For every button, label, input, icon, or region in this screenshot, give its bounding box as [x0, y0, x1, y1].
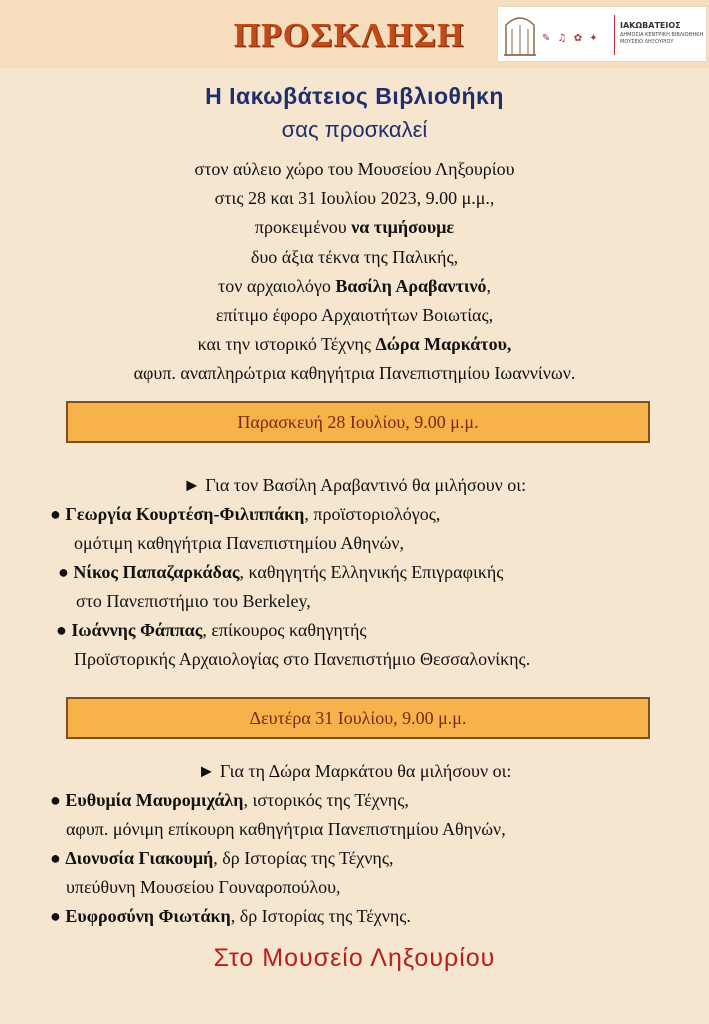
- logo-divider: [614, 15, 615, 55]
- invites-text: σας προσκαλεί: [281, 117, 428, 142]
- speaker-name: Διονυσία Γιακουμή: [65, 848, 214, 868]
- speaker-name: Ευθυμία Μαυρομιχάλη: [65, 790, 244, 810]
- speaker-name: Νίκος Παπαζαρκάδας: [73, 562, 240, 582]
- speaker-role: , επίκουρος καθηγητής: [202, 620, 367, 640]
- speaker-role-line: ομότιμη καθηγήτρια Πανεπιστημίου Αθηνών,: [74, 533, 405, 553]
- intro-line: δυο άξια τέκνα της Παλικής,: [250, 246, 459, 267]
- speaker-role-line: Προϊστορικής Αρχαιολογίας στο Πανεπιστήμιο Θεσσαλονίκης.: [74, 649, 531, 669]
- speaker-role: , καθηγητής Ελληνικής Επιγραφικής: [239, 562, 504, 582]
- library-name: Η Ιακωβάτειος Βιβλιοθήκη: [205, 83, 504, 109]
- intro-line: στις 28 και 31 Ιουλίου 2023, 9.00 μ.μ.,: [214, 188, 495, 209]
- day1-lead: ► Για τον Βασίλη Αραβαντινό θα μιλήσουν οι:: [182, 475, 527, 495]
- speaker-line: [50, 902, 709, 931]
- day1-speakers: [0, 471, 709, 674]
- library-building-icon: [502, 11, 538, 57]
- speaker-name: Ιωάννης Φάππας: [71, 620, 203, 640]
- intro-line: και την ιστορικό Τέχνης Δώρα Μαρκάτου,: [197, 334, 512, 355]
- speaker-role-line: στο Πανεπιστήμιο του Berkeley,: [76, 591, 311, 611]
- logo-subtitle: ΔΗΜΟΣΙΑ ΚΕΝΤΡΙΚΗ ΒΙΒΛΙΟΘΗΚΗ ΜΟΥΣΕΙΟ ΛΗΞΟΥΡΙΟΥ: [620, 32, 704, 45]
- speaker-role-line: υπεύθυνη Μουσείου Γουναροπούλου,: [66, 877, 341, 897]
- bullet-icon: ●: [50, 790, 61, 810]
- speaker-line: [56, 616, 709, 645]
- speaker-role-line: αφυπ. μόνιμη επίκουρη καθηγήτρια Πανεπιστημίου Αθηνών,: [66, 819, 506, 839]
- library-logo: [497, 6, 707, 62]
- intro-line: στον αύλειο χώρο του Μουσείου Ληξουρίου: [194, 159, 515, 179]
- speaker-role: , προϊστοριολόγος,: [304, 504, 441, 524]
- speaker-line: [50, 786, 709, 815]
- venue-footer: Στο Μουσείο Ληξουρίου: [213, 944, 496, 972]
- speaker-name: Ευφροσύνη Φιωτάκη: [65, 906, 231, 926]
- bullet-icon: ●: [50, 848, 61, 868]
- speaker-role: , δρ Ιστορίας της Τέχνης.: [230, 906, 411, 926]
- day2-lead: ► Για τη Δώρα Μαρκάτου θα μιλήσουν οι:: [197, 761, 512, 781]
- intro-line: επίτιμο έφορο Αρχαιοτήτων Βοιωτίας,: [215, 305, 494, 326]
- speaker-line: [50, 844, 709, 873]
- speaker-role: , ιστορικός της Τέχνης,: [243, 790, 409, 810]
- intro-line: αφυπ. αναπληρώτρια καθηγήτρια Πανεπιστημίου Ιωαννίνων.: [133, 363, 576, 384]
- day1-banner: Παρασκευή 28 Ιουλίου, 9.00 μ.μ.: [66, 401, 650, 443]
- intro-line: τον αρχαιολόγο Βασίλη Αραβαντινό,: [217, 275, 491, 296]
- logo-symbols: ✎ ♫ ✿ ✦: [542, 33, 600, 44]
- page-title: ΠΡΟΣΚΛΗΣΗ: [233, 17, 465, 54]
- bullet-icon: ●: [56, 620, 67, 640]
- speaker-line: [50, 500, 709, 529]
- bullet-icon: ●: [50, 906, 61, 926]
- bullet-icon: ●: [50, 504, 61, 524]
- speaker-name: Γεωργία Κουρτέση-Φιλιππάκη: [65, 504, 305, 524]
- day2-banner: Δευτέρα 31 Ιουλίου, 9.00 μ.μ.: [66, 697, 650, 739]
- speaker-line: [58, 558, 709, 587]
- logo-name: ΙΑΚΩΒΑΤΕΙΟΣ: [620, 21, 681, 30]
- bullet-icon: ●: [58, 562, 69, 582]
- speaker-role: , δρ Ιστορίας της Τέχνης,: [213, 848, 394, 868]
- intro-text: [0, 155, 709, 389]
- day2-speakers: [0, 757, 709, 931]
- intro-line: προκειμένου να τιμήσουμε: [254, 217, 455, 238]
